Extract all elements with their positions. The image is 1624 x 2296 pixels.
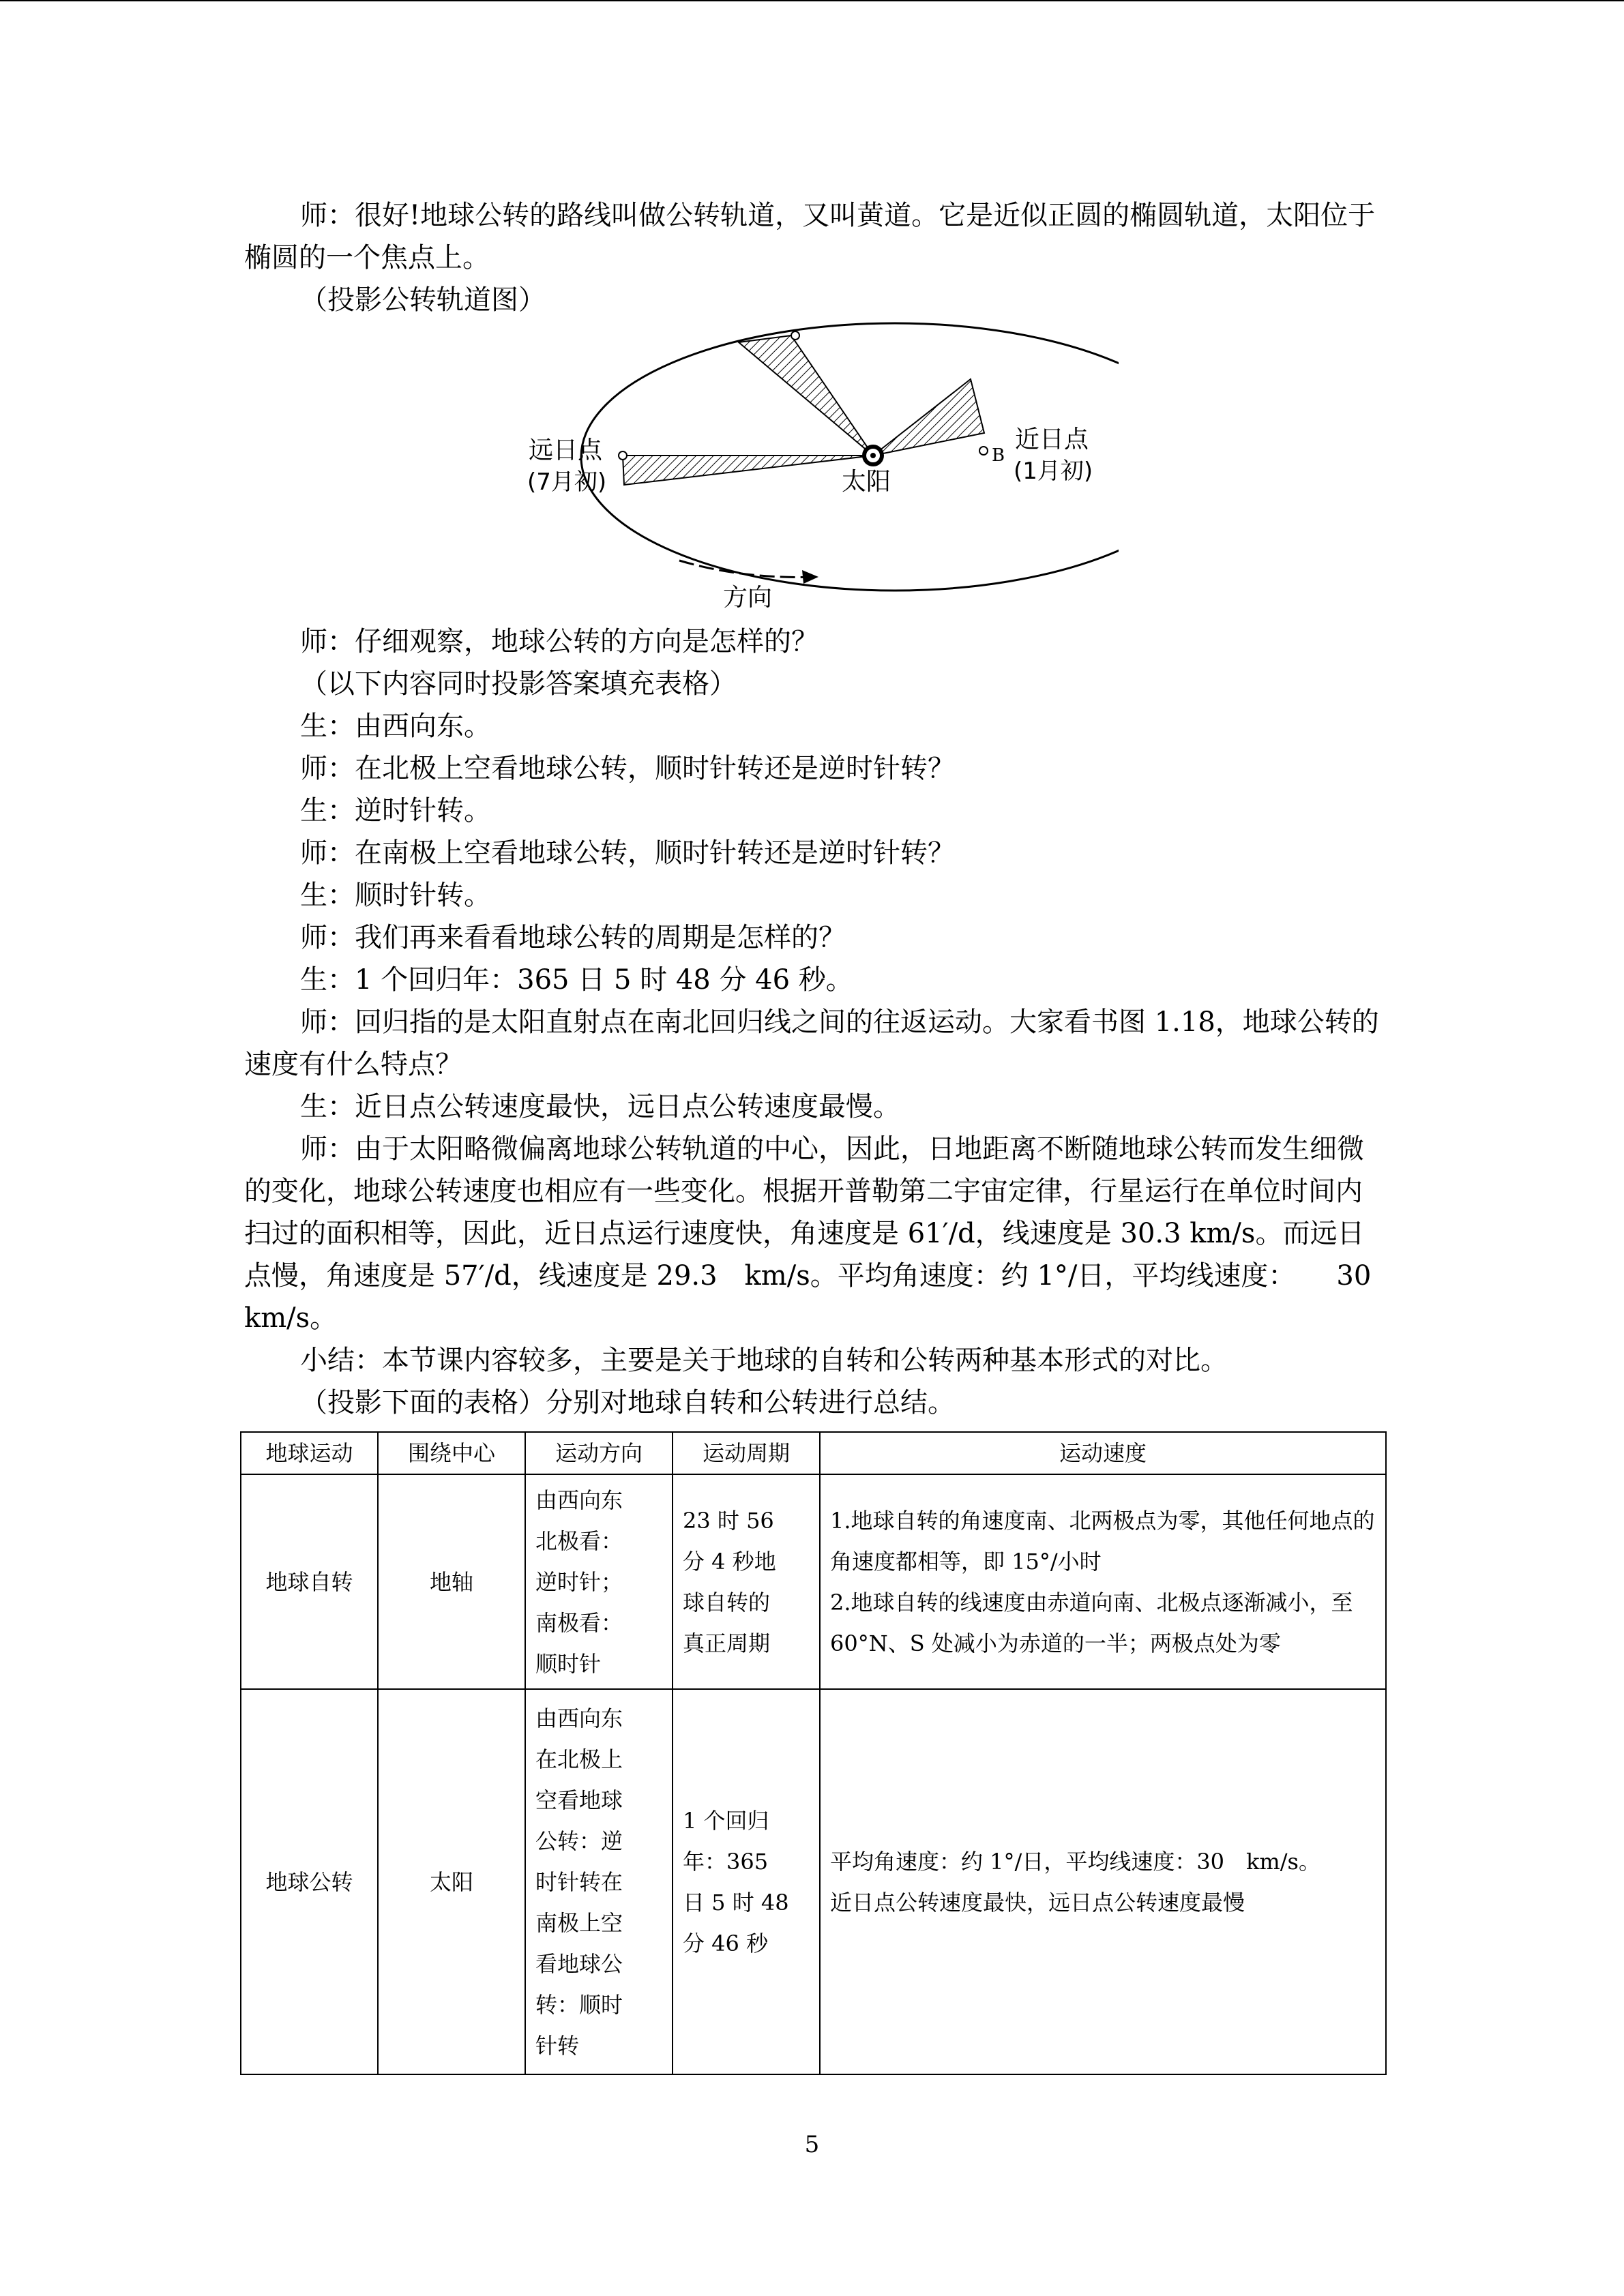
revolution-name: 地球公转 xyxy=(241,1689,378,2074)
rotation-speed-line: 1.地球自转的角速度南、北两极点为零，其他任何地点的角速度都相等，即 15°/小时 xyxy=(830,1507,1375,1575)
perihelion-date: (1月初) xyxy=(1014,458,1093,485)
note-fill-table: （以下内容同时投影答案填充表格） xyxy=(300,668,737,700)
figure-caption: （投影公转轨道图） xyxy=(300,284,546,316)
paragraph-tropical-year: 师：回归指的是太阳直射点在南北回归线之间的往返运动。大家看书图 1.18，地球公转的速度有什么特点？ xyxy=(244,1007,1379,1080)
teacher-question-north-pole: 师：在北极上空看地球公转，顺时针转还是逆时针转？ xyxy=(300,753,955,784)
rotation-direction-line: 北极看： xyxy=(535,1527,623,1554)
rotation-direction-line: 逆时针； xyxy=(535,1568,623,1595)
rotation-direction-line: 由西向东 xyxy=(535,1487,623,1513)
sun-icon xyxy=(864,447,882,464)
rotation-direction-line: 顺时针 xyxy=(535,1650,602,1677)
student-answer-counterclockwise: 生：逆时针转。 xyxy=(300,795,491,826)
point-b-label: B xyxy=(992,445,1005,466)
student-answer-speed: 生：近日点公转速度最快，远日点公转速度最慢。 xyxy=(300,1091,900,1122)
revolution-direction-line: 看地球公 xyxy=(535,1950,623,1977)
teacher-question-direction: 师：仔细观察，地球公转的方向是怎样的？ xyxy=(300,626,818,657)
revolution-direction xyxy=(525,1689,673,2074)
perihelion-point xyxy=(979,447,988,455)
top-border-line xyxy=(0,0,1624,1)
revolution-speed-line: 近日点公转速度最快，远日点公转速度最慢 xyxy=(830,1889,1245,1915)
direction-label: 方向 xyxy=(723,584,773,612)
rotation-speed-line: 2.地球自转的线速度由赤道向南、北极点逐渐减小，至 60°N、S 处减小为赤道的一半；两极点处为零 xyxy=(830,1589,1353,1656)
table-header-row xyxy=(241,1432,1386,1474)
revolution-direction-line: 针转 xyxy=(535,2032,580,2059)
student-answer-period: 生：1 个回归年：365 日 5 时 48 分 46 秒。 xyxy=(300,964,853,996)
rotation-period xyxy=(673,1474,820,1689)
rotation-direction-line: 南极看： xyxy=(535,1609,623,1636)
revolution-direction-line: 空看地球 xyxy=(535,1787,623,1813)
revolution-direction-line: 在北极上 xyxy=(535,1746,623,1772)
student-answer-clockwise: 生：顺时针转。 xyxy=(300,880,491,911)
aphelion-point xyxy=(619,451,627,460)
direction-arrow-icon xyxy=(679,561,818,584)
student-answer-west-east: 生：由西向东。 xyxy=(300,711,491,742)
swept-area-top xyxy=(739,336,873,456)
table-row-rotation xyxy=(241,1474,1386,1689)
revolution-direction-line: 南极上空 xyxy=(535,1909,623,1936)
header-period: 运动周期 xyxy=(673,1432,820,1474)
header-speed: 运动速度 xyxy=(820,1432,1386,1474)
revolution-direction-line: 时针转在 xyxy=(535,1868,623,1895)
swept-area-left xyxy=(623,456,873,485)
orbit-diagram xyxy=(518,320,1119,621)
rotation-period-line: 23 时 56 xyxy=(683,1507,774,1534)
page-number: 5 xyxy=(804,2131,820,2158)
revolution-direction-line: 由西向东 xyxy=(535,1705,623,1731)
revolution-direction-line: 公转：逆 xyxy=(535,1828,623,1854)
revolution-period-line: 年：365 xyxy=(683,1848,769,1875)
rotation-period-line: 真正周期 xyxy=(683,1630,771,1656)
orbit-point-top xyxy=(791,331,799,340)
revolution-direction-line: 转：顺时 xyxy=(535,1991,623,2018)
revolution-period-line: 日 5 时 48 xyxy=(683,1889,789,1915)
sun-label: 太阳 xyxy=(842,468,891,496)
revolution-period-line: 1 个回归 xyxy=(683,1807,769,1834)
rotation-name: 地球自转 xyxy=(241,1474,378,1689)
aphelion-label: 远日点 xyxy=(529,436,603,464)
perihelion-label: 近日点 xyxy=(1015,426,1089,453)
rotation-period-line: 分 4 秒地 xyxy=(683,1548,776,1575)
rotation-period-line: 球自转的 xyxy=(683,1589,771,1615)
rotation-speed xyxy=(820,1474,1386,1689)
header-center: 围绕中心 xyxy=(378,1432,525,1474)
aphelion-date: (7月初) xyxy=(527,468,607,496)
rotation-center: 地轴 xyxy=(378,1474,525,1689)
summary-intro: 小结：本节课内容较多，主要是关于地球的自转和公转两种基本形式的对比。 xyxy=(300,1345,1228,1376)
header-motion: 地球运动 xyxy=(241,1432,378,1474)
revolution-center: 太阳 xyxy=(378,1689,525,2074)
teacher-question-south-pole: 师：在南极上空看地球公转，顺时针转还是逆时针转？ xyxy=(300,837,955,869)
revolution-speed-line: 平均角速度：约 1°/日，平均线速度：30 km/s。 xyxy=(830,1848,1320,1875)
rotation-direction xyxy=(525,1474,673,1689)
revolution-speed xyxy=(820,1689,1386,2074)
summary-table xyxy=(240,1431,1387,2075)
revolution-period xyxy=(673,1689,820,2074)
revolution-period-line: 分 46 秒 xyxy=(683,1930,769,1956)
table-row-revolution xyxy=(241,1689,1386,2074)
table-caption: （投影下面的表格）分别对地球自转和公转进行总结。 xyxy=(300,1387,955,1418)
swept-area-right xyxy=(873,379,984,456)
paragraph-orbit-intro: 师：很好!地球公转的路线叫做公转轨道，又叫黄道。它是近似正圆的椭圆轨道，太阳位于椭圆的一个焦点上。 xyxy=(244,200,1376,273)
header-direction: 运动方向 xyxy=(525,1432,673,1474)
teacher-question-period: 师：我们再来看看地球公转的周期是怎样的？ xyxy=(300,922,846,953)
paragraph-kepler: 师：由于太阳略微偏离地球公转轨道的中心，因此，日地距离不断随地球公转而发生细微的变化，地球公转速度也相应有一些变化。根据开普勒第二宇宙定律，行星运行在单位时间内扫过的面积相等，因此，近日点运行速度快，角速度是 61′/d，线速度是 30.3 km/s。而远日点慢，角速度是 57′/d，线速度是 29.3 km/s。平均角速度：约 1°/日，平均线速度： 30 km/s。 xyxy=(244,1133,1372,1334)
